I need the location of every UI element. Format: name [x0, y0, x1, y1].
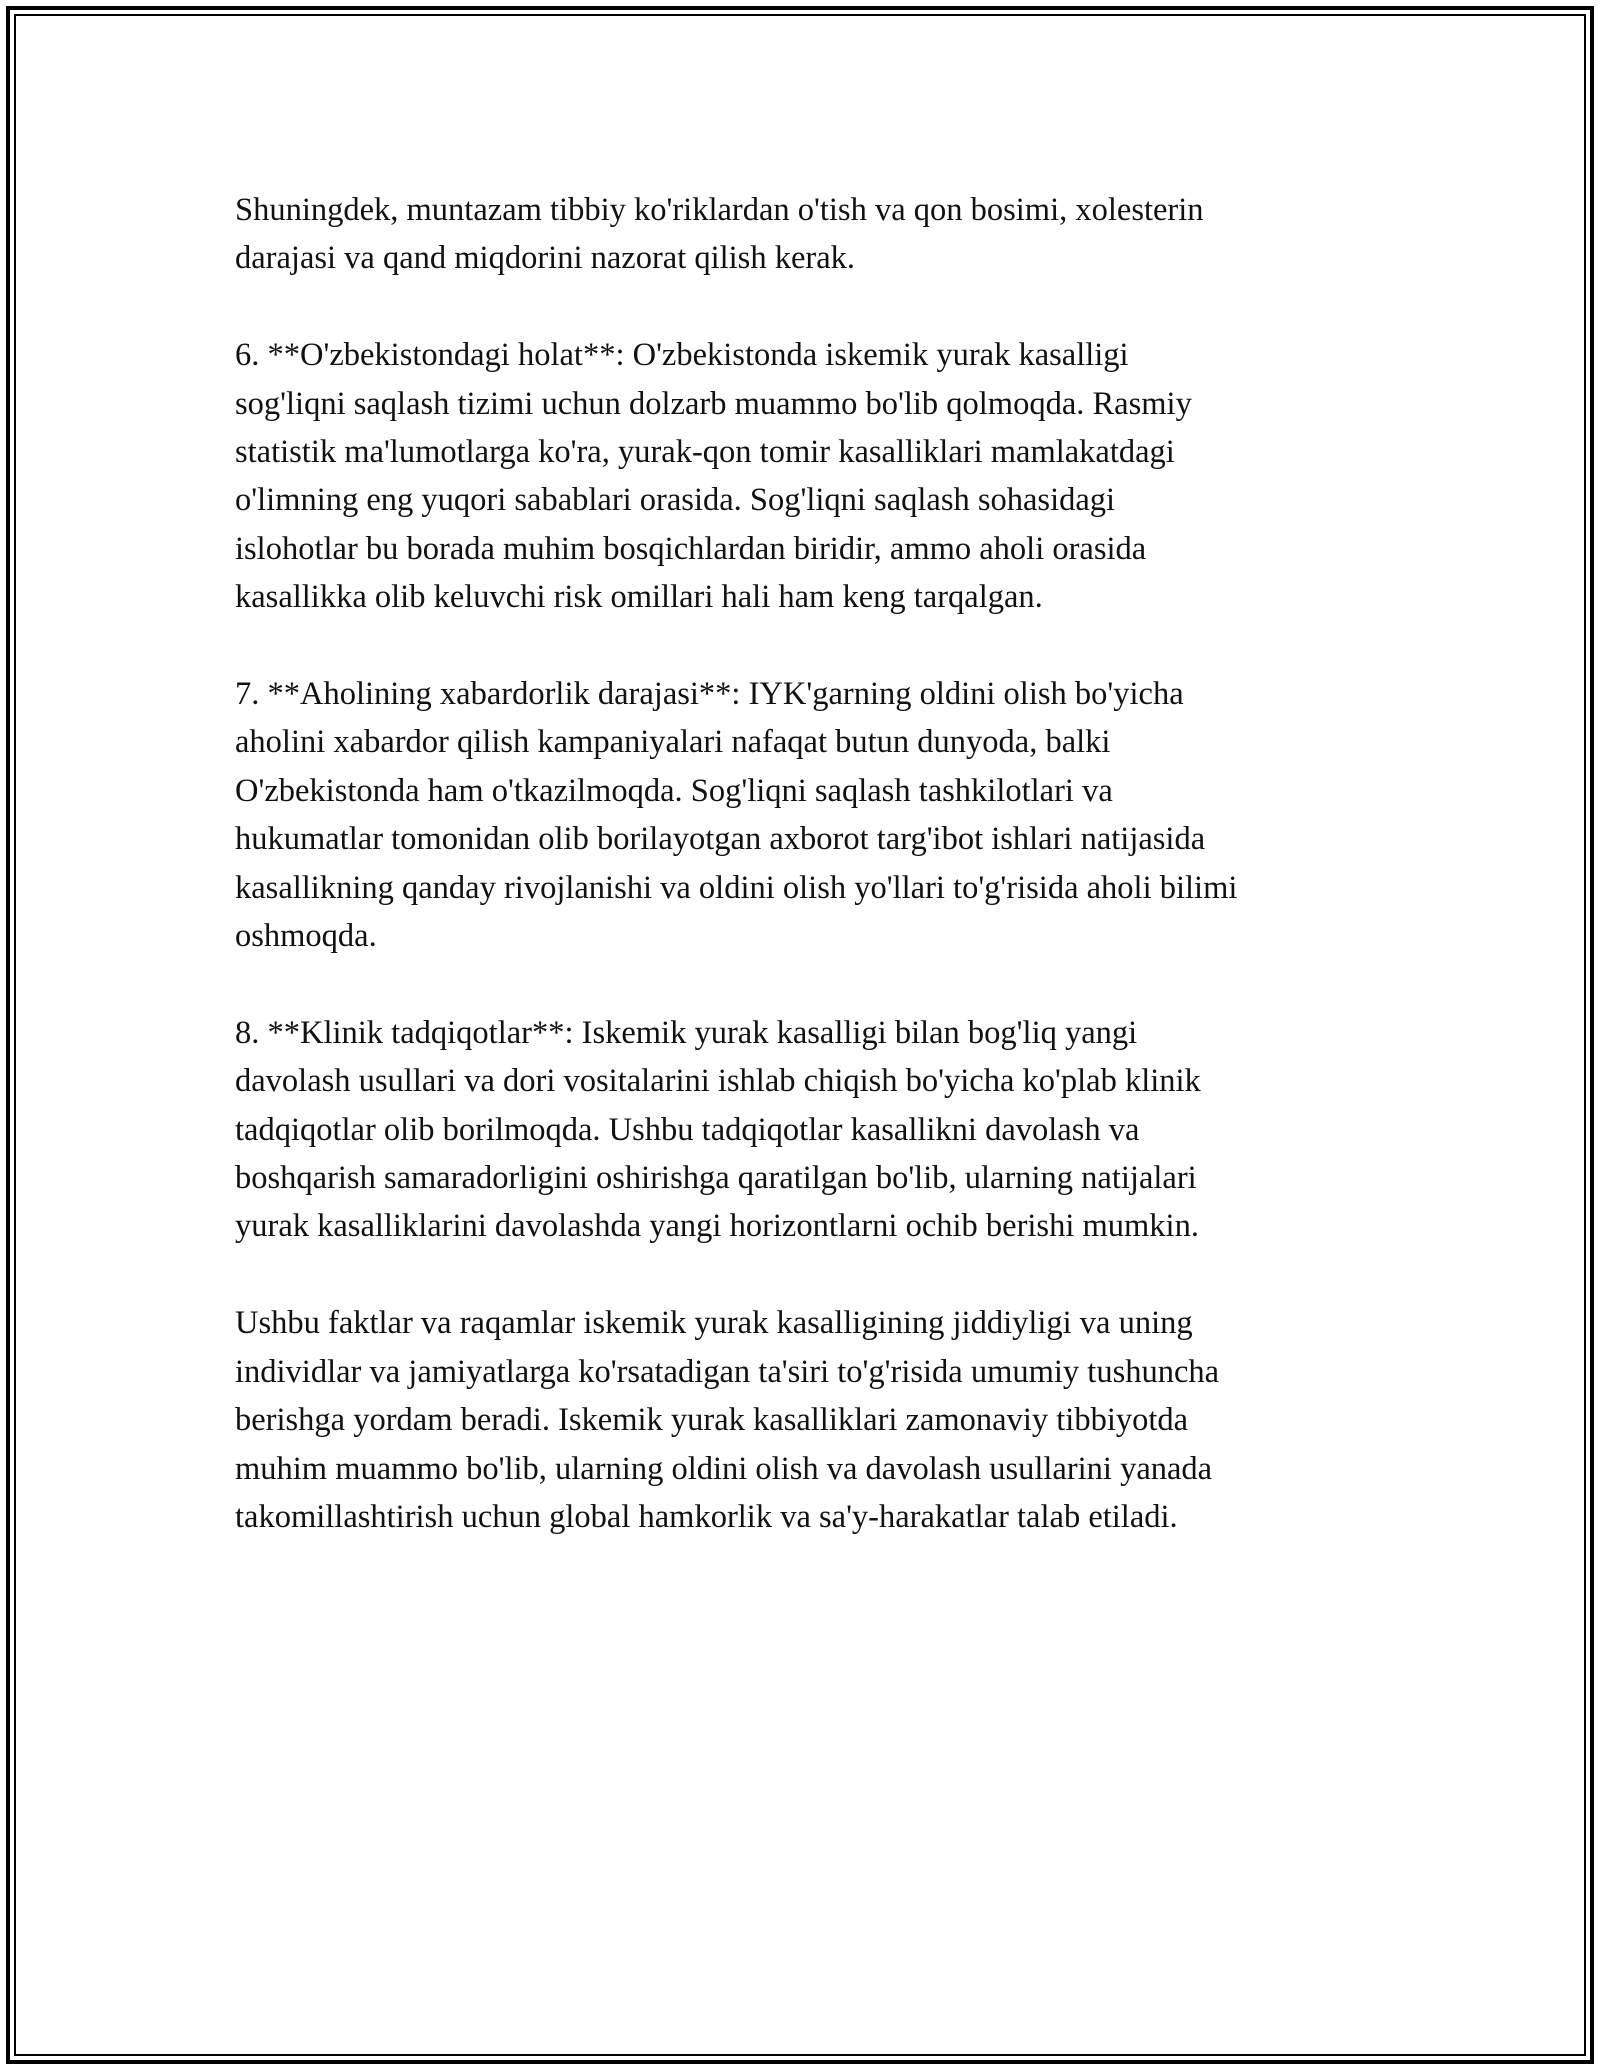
- document-body: [235, 186, 1385, 1590]
- paragraph-conclusion: Ushbu faktlar va raqamlar iskemik yurak kasalligining jiddiyligi va uning individlar va jamiyatlarga ko'rsatadigan ta'siri to'g'risida umumiy tushuncha berishga yordam beradi. Iskemik yurak kasalliklari zamonaviy tibbiyotda muhim muammo bo'lib, ularning oldini olish va davolash usullarini yanada takomillashtirish uchun global hamkorlik va sa'y-harakatlar talab etiladi.: [235, 1305, 1220, 1535]
- paragraph-uzbekistan-situation: 6. **O'zbekistondagi holat**: O'zbekistonda iskemik yurak kasalligi sog'liqni saqlash tizimi uchun dolzarb muammo bo'lib qolmoqda. Rasmiy statistik ma'lumotlarga ko'ra, yurak-qon tomir kasalliklari mamlakatdagi o'limning eng yuqori sabablari orasida. Sog'liqni saqlash sohasidagi islohotlar bu borada muhim bosqichlardan biridir, ammo aholi orasida kasallikka olib keluvchi risk omillari hali ham keng tarqalgan.: [235, 337, 1192, 616]
- paragraph-clinical-research: 8. **Klinik tadqiqotlar**: Iskemik yurak kasalligi bilan bog'liq yangi davolash usullari va dori vositalarini ishlab chiqish bo'yicha ko'plab klinik tadqiqotlar olib borilmoqda. Ushbu tadqiqotlar kasallikni davolash va boshqarish samaradorligini oshirishga qaratilgan bo'lib, ularning natijalari yurak kasalliklarini davolashda yangi horizontlarni ochib berishi mumkin.: [235, 1014, 1201, 1245]
- paragraph-checkups: Shuningdek, muntazam tibbiy ko'riklardan o'tish va qon bosimi, xolesterin darajasi va qand miqdorini nazorat qilish kerak.: [235, 192, 1204, 277]
- paragraph-public-awareness: 7. **Aholining xabardorlik darajasi**: IYK'garning oldini olish bo'yicha aholini xabardor qilish kampaniyalari nafaqat butun dunyoda, balki O'zbekistonda ham o'tkazilmoqda. Sog'liqni saqlash tashkilotlari va hukumatlar tomonidan olib borilayotgan axborot targ'ibot ishlari natijasida kasallikning qanday rivojlanishi va oldini olish yo'llari to'g'risida aholi bilimi oshmoqda.: [235, 676, 1238, 955]
